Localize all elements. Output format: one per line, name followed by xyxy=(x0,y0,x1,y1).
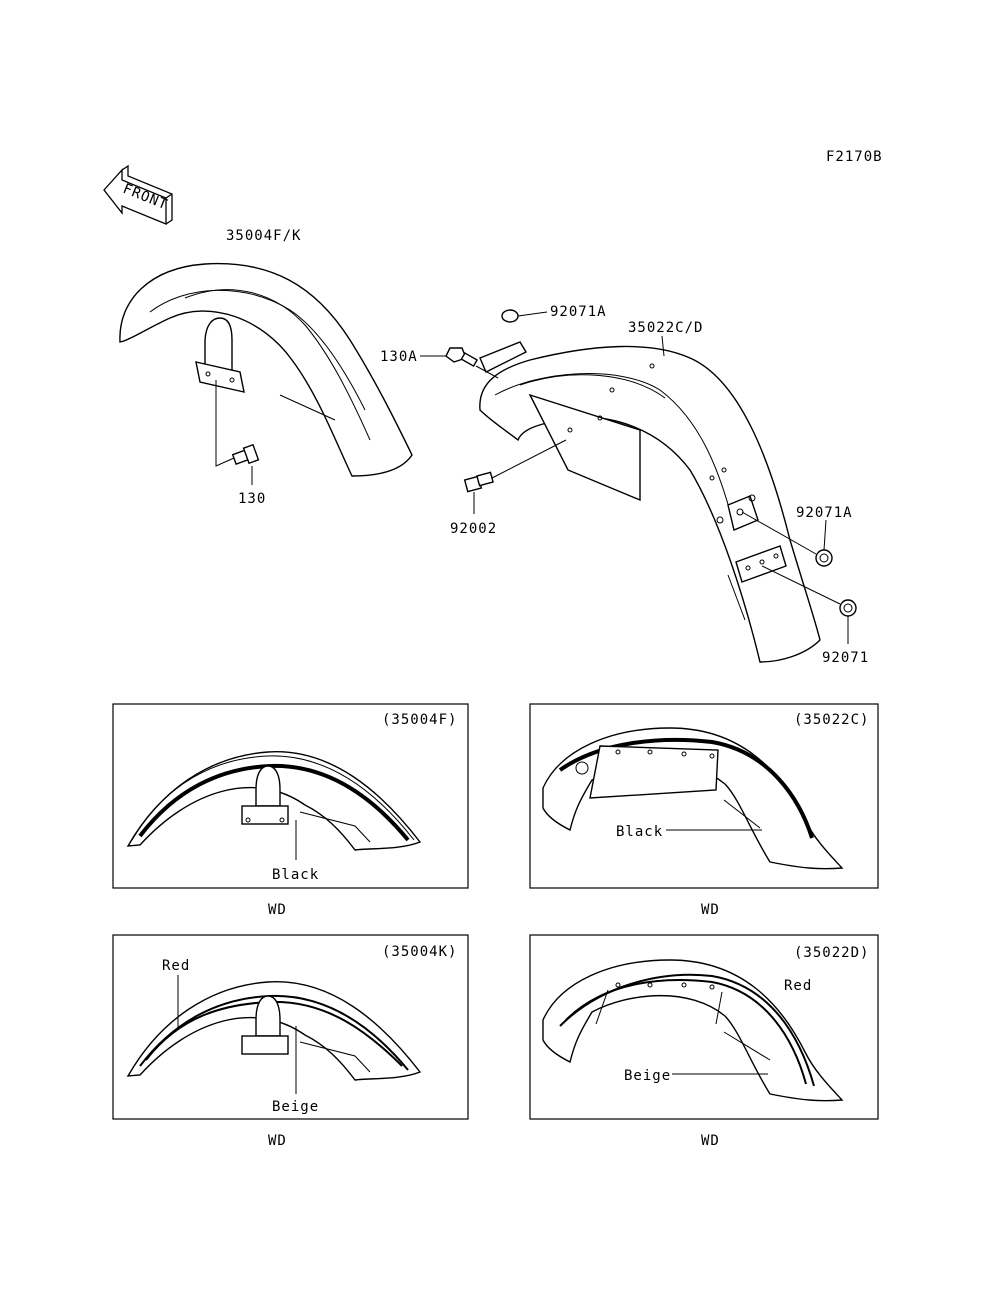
figure-code: F2170B xyxy=(826,149,883,165)
cap-92071a-top-label: 92071A xyxy=(550,304,607,320)
panel-35022d-stripe-label-1: Red xyxy=(784,978,813,994)
cap-92071-bottom-icon xyxy=(840,600,856,616)
front-fender-part-number: 35004F/K xyxy=(226,228,302,244)
panel-35004f-code: (35004F) xyxy=(382,712,458,728)
panel-35022d-caption: WD xyxy=(701,1133,720,1149)
panel-35022c-stripe-label: Black xyxy=(616,824,664,840)
bolt-130a-icon xyxy=(446,348,477,366)
panel-35022c xyxy=(530,704,878,888)
panel-35004k-code: (35004K) xyxy=(382,944,458,960)
bolt-130-label: 130 xyxy=(238,491,267,507)
cap-92071a-right-icon xyxy=(816,550,832,566)
panel-35004k-stripe-label-1: Red xyxy=(162,958,191,974)
panel-35004f-stripe-label: Black xyxy=(272,867,320,883)
panel-35022d-stripe-label-2: Beige xyxy=(624,1068,672,1084)
panel-35022d xyxy=(530,935,878,1119)
bolt-92002-label: 92002 xyxy=(450,521,498,537)
panel-35004f xyxy=(113,704,468,888)
panel-35004k-caption: WD xyxy=(268,1133,287,1149)
panel-35022c-caption: WD xyxy=(701,902,720,918)
panel-35004k xyxy=(113,935,468,1119)
rear-fender-part-number: 35022C/D xyxy=(628,320,704,336)
panel-35004k-stripe-label-2: Beige xyxy=(272,1099,320,1115)
bolt-92002-icon xyxy=(465,472,493,491)
cap-92071-bottom-label: 92071 xyxy=(822,650,870,666)
front-fender xyxy=(120,264,412,476)
panel-35004f-caption: WD xyxy=(268,902,287,918)
front-arrow-icon xyxy=(104,166,172,224)
cap-92071a-top-icon xyxy=(502,310,547,322)
rear-fender xyxy=(480,342,820,662)
cap-92071a-right-label: 92071A xyxy=(796,505,853,521)
panel-35022c-code: (35022C) xyxy=(794,712,870,728)
bolt-130-icon xyxy=(233,445,259,464)
bolt-130a-label: 130A xyxy=(380,349,418,365)
panel-35022d-code: (35022D) xyxy=(794,945,870,961)
front-arrow-label: FRONT xyxy=(120,180,171,214)
